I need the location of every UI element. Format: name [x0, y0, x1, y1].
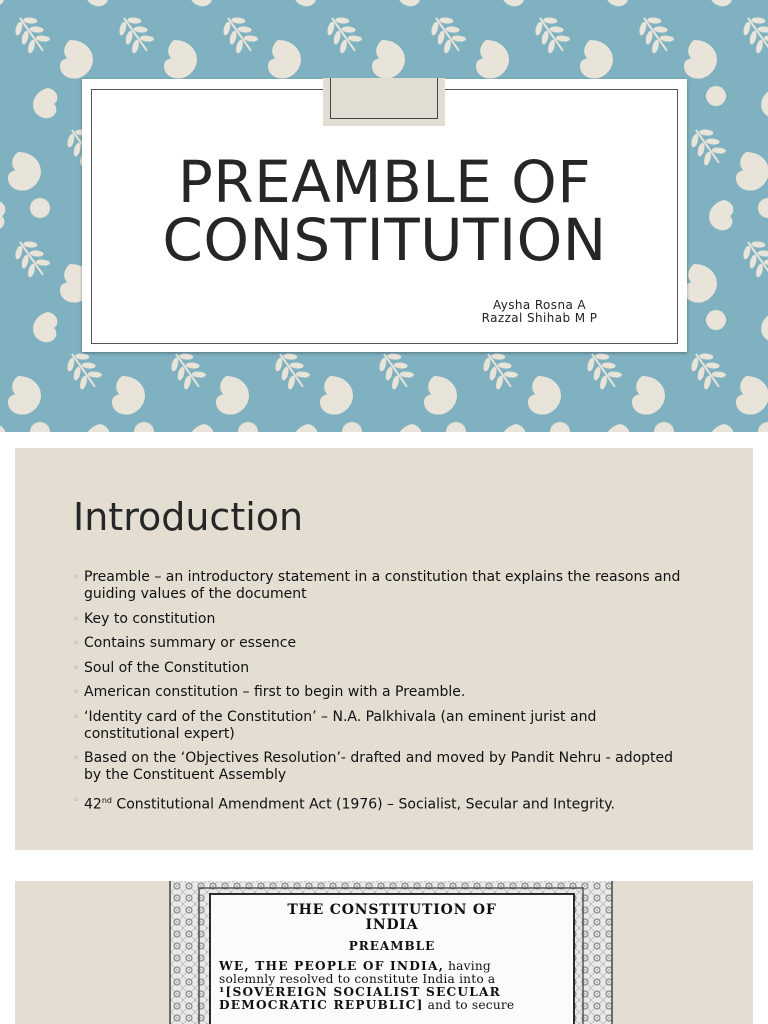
leaf-sprig — [372, 346, 418, 395]
ordinal-suffix: nd — [101, 795, 112, 805]
paisley-shape — [736, 152, 768, 191]
pattern-dot — [30, 422, 50, 432]
bullet-marker: ◦ — [73, 753, 79, 764]
pattern-dot — [654, 422, 674, 432]
authors — [462, 299, 617, 325]
bullet-text: Based on the ‘Objectives Resolution’- drafted and moved by Pandit Nehru - adopted by the Constituent Assembly — [84, 750, 674, 783]
paisley-shape — [501, 424, 525, 432]
title-line-1: PREAMBLE OF — [177, 148, 592, 216]
paisley-shape — [501, 0, 525, 6]
preamble-body — [211, 960, 573, 1012]
bullet-item — [73, 569, 683, 603]
title-line-2: CONSTITUTION — [162, 206, 607, 274]
pattern-dot — [706, 310, 726, 330]
pattern-dot — [30, 198, 50, 218]
preamble-document-image — [169, 881, 613, 1024]
leaf-sprig — [736, 234, 768, 283]
bullet-text: Constitutional Amendment Act (1976) – Socialist, Secular and Integrity. — [111, 796, 615, 813]
title-slide — [0, 0, 768, 432]
leaf-sprig — [580, 346, 626, 395]
paisley-shape — [164, 40, 197, 79]
bullet-text: American constitution – first to begin with a Preamble. — [84, 684, 466, 700]
pattern-dot — [238, 422, 258, 432]
paisley-shape — [761, 312, 768, 342]
title-card-tab — [323, 78, 445, 126]
preamble-text-panel — [209, 893, 575, 1024]
bullet-text: Preamble – an introductory statement in a constitution that explains the reasons and guiding values of the document — [84, 569, 681, 602]
paisley-shape — [397, 0, 421, 6]
paisley-shape — [476, 40, 509, 79]
paisley-shape — [605, 0, 629, 6]
paisley-shape — [709, 0, 733, 6]
pattern-dot — [134, 422, 154, 432]
bullet-list — [73, 569, 683, 821]
preamble-text: and to secure — [423, 998, 515, 1012]
paisley-shape — [684, 264, 717, 303]
leaf-sprig — [632, 10, 678, 59]
pattern-dot — [706, 86, 726, 106]
bullet-text: Key to constitution — [84, 610, 216, 627]
author-2: Razzal Shihab M P — [481, 311, 598, 325]
leaf-sprig — [476, 346, 522, 395]
leaf-sprig — [112, 10, 158, 59]
bullet-item — [73, 684, 683, 701]
preamble-image-slide — [15, 881, 753, 1024]
bullet-text: Contains summary or essence — [84, 635, 297, 651]
pattern-dot — [758, 198, 768, 218]
paisley-shape — [60, 40, 93, 79]
paisley-shape — [424, 376, 457, 415]
preamble-bold-phrase: DEMOCRATIC REPUBLIC] — [219, 998, 424, 1012]
leaf-sprig — [0, 122, 3, 171]
paisley-shape — [268, 40, 301, 79]
paisley-shape — [397, 424, 421, 432]
paisley-shape — [0, 424, 5, 432]
leaf-sprig — [320, 10, 366, 59]
bullet-marker: ◦ — [73, 572, 79, 583]
preamble-bold-phrase: ¹[SOVEREIGN SOCIALIST SECULAR — [219, 985, 501, 999]
title-card-tab-frame — [330, 78, 438, 119]
leaf-sprig — [684, 346, 730, 395]
paisley-shape — [293, 0, 317, 6]
paisley-shape — [684, 40, 717, 79]
amendment-number: 42 — [84, 796, 102, 813]
pattern-dot — [758, 422, 768, 432]
paisley-shape — [0, 200, 5, 230]
paisley-shape — [736, 376, 768, 415]
preamble-text: having — [444, 959, 491, 973]
document-title-line-2: INDIA — [365, 917, 419, 933]
paisley-shape — [8, 152, 41, 191]
paisley-shape — [528, 376, 561, 415]
bullet-text: ‘Identity card of the Constitution’ – N.A. Palkhivala (an eminent jurist and constitutional expert) — [84, 708, 597, 742]
bullet-item — [73, 750, 683, 784]
paisley-shape — [293, 424, 317, 432]
paisley-shape — [8, 376, 41, 415]
bullet-item — [73, 709, 683, 743]
pattern-dot — [342, 422, 362, 432]
paisley-shape — [709, 424, 733, 432]
presentation-title — [82, 148, 687, 274]
bullet-item — [73, 660, 683, 677]
leaf-sprig — [736, 10, 768, 59]
paisley-shape — [112, 376, 145, 415]
pattern-dot — [550, 422, 570, 432]
leaf-sprig — [164, 346, 210, 395]
paisley-shape — [189, 424, 213, 432]
paisley-shape — [189, 0, 213, 6]
paisley-shape — [216, 376, 249, 415]
bullet-item — [73, 611, 683, 628]
paisley-shape — [85, 0, 109, 6]
leaf-sprig — [268, 346, 314, 395]
paisley-shape — [372, 40, 405, 79]
paisley-shape — [85, 424, 109, 432]
document-title — [211, 903, 573, 933]
leaf-sprig — [216, 10, 262, 59]
bullet-marker: ◦ — [73, 662, 79, 674]
preamble-bold-phrase: WE, THE PEOPLE OF INDIA, — [219, 959, 445, 973]
introduction-slide — [15, 448, 753, 850]
paisley-shape — [709, 200, 733, 230]
document-subtitle: PREAMBLE — [348, 939, 436, 953]
leaf-sprig — [424, 10, 470, 59]
leaf-sprig — [0, 346, 3, 395]
paisley-shape — [632, 376, 665, 415]
pattern-dot — [446, 422, 466, 432]
leaf-sprig — [8, 234, 54, 283]
paisley-shape — [33, 88, 57, 118]
preamble-text: solemnly resolved to constitute India into a — [219, 972, 496, 986]
paisley-shape — [580, 40, 613, 79]
leaf-sprig — [8, 10, 54, 59]
title-card — [82, 79, 687, 352]
paisley-shape — [33, 312, 57, 342]
document-title-line-1: THE CONSTITUTION OF — [287, 902, 497, 918]
bullet-item — [73, 792, 683, 814]
author-1: Aysha Rosna A — [492, 298, 587, 312]
bullet-text: Soul of the Constitution — [84, 659, 250, 676]
leaf-sprig — [528, 10, 574, 59]
bullet-marker: ◦ — [73, 794, 79, 806]
bullet-marker: ◦ — [73, 638, 79, 649]
bullet-marker: ◦ — [73, 687, 79, 698]
paisley-shape — [0, 0, 5, 6]
bullet-marker: ◦ — [73, 711, 79, 723]
leaf-sprig — [684, 122, 730, 171]
bullet-marker: ◦ — [73, 613, 79, 625]
bullet-item — [73, 635, 683, 652]
slide-heading: Introduction — [73, 495, 304, 539]
leaf-sprig — [60, 346, 106, 395]
paisley-shape — [761, 88, 768, 118]
paisley-shape — [605, 424, 629, 432]
paisley-shape — [320, 376, 353, 415]
